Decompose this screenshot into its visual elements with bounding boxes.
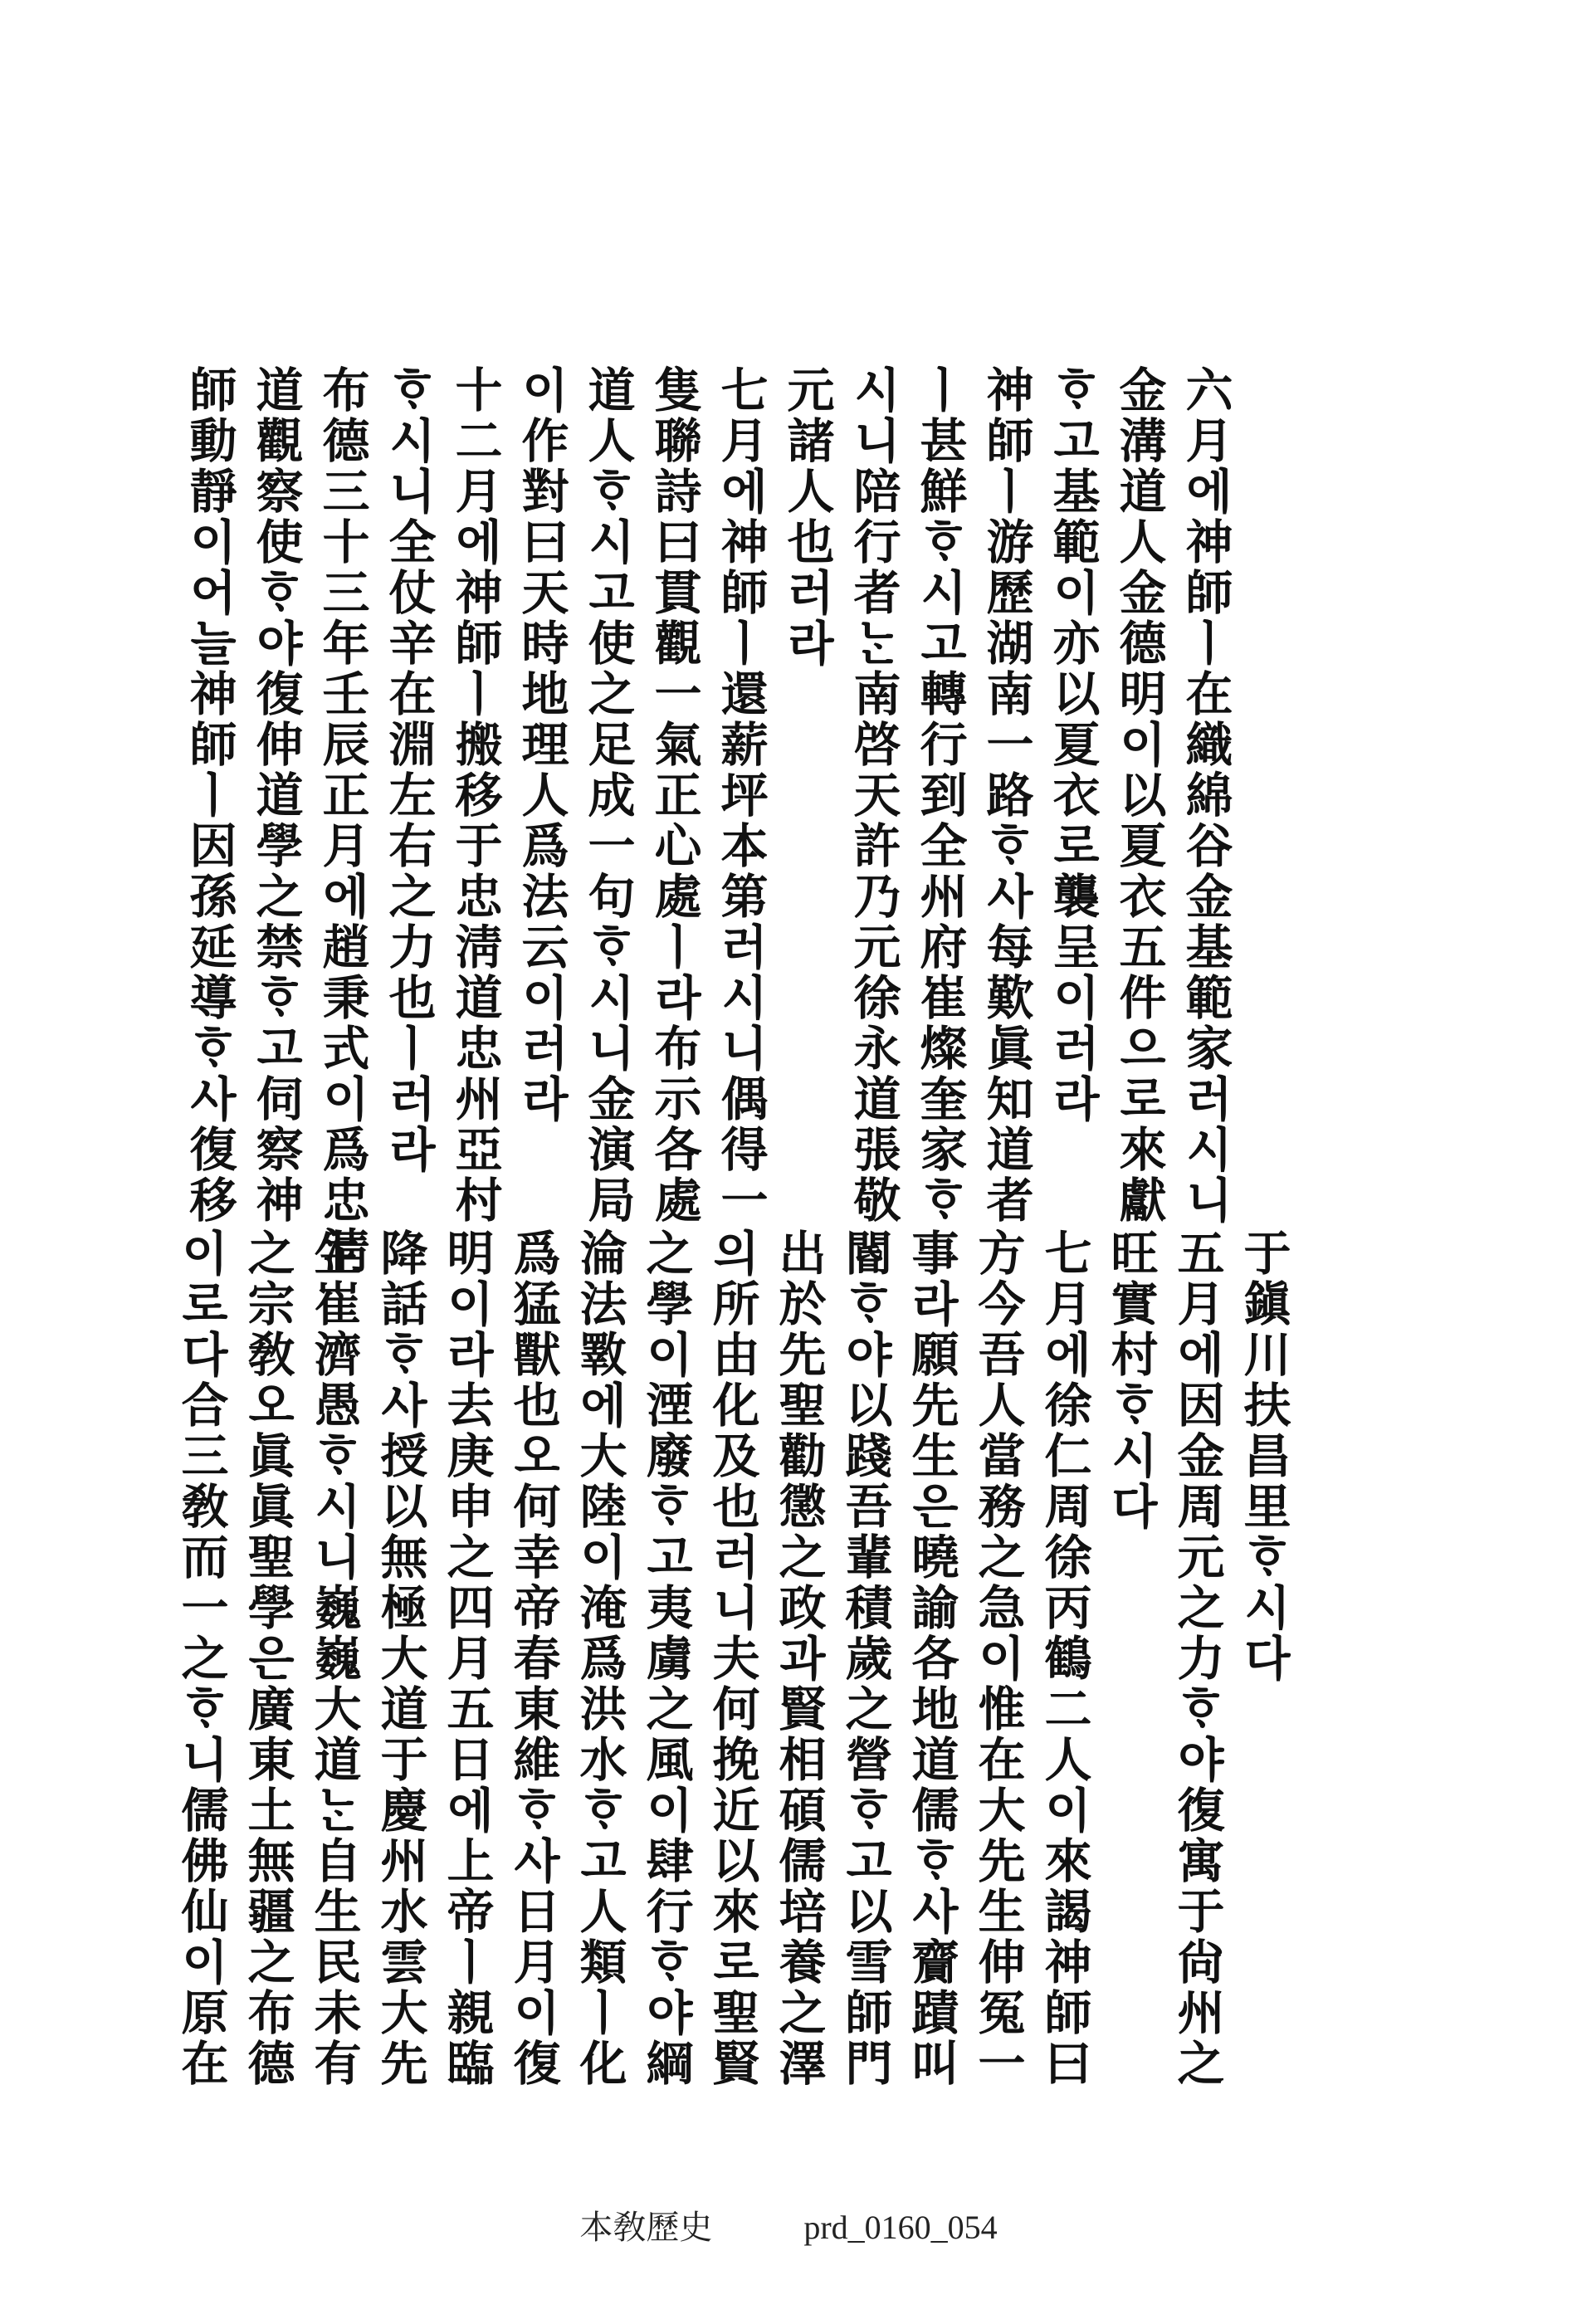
text-column: 道人ᄒᆞ시고使之足成一句ᄒᆞ시니金演局: [580, 365, 635, 1226]
text-column: 神師ㅣ游歷湖南一路ᄒᆞ사每歎眞知道者: [979, 365, 1033, 1226]
book-title: 本敎歷史: [579, 2209, 713, 2246]
text-column: 旺實村ᄒᆞ시다: [1103, 1228, 1158, 1532]
text-column: 閽ᄒᆞ야以踐吾輩積歲之營ᄒᆞ고以雪師門: [837, 1228, 892, 2089]
page-code: prd_0160_054: [803, 2209, 998, 2246]
text-column: 七月에徐仁周徐丙鶴二人이來謁神師曰: [1037, 1228, 1091, 2089]
page-footer: [0, 2201, 1577, 2248]
text-column: 事라願先生은曉諭各地道儒ᄒᆞ사齎蹟叫: [904, 1228, 959, 2089]
text-column: 師動靜이어늘神師ㅣ因孫延導ᄒᆞ사復移: [182, 365, 237, 1226]
text-column: 의所由化及也러니夫何挽近以來로聖賢: [705, 1228, 759, 2089]
text-column: 金溝道人金德明이以夏衣五件으로來獻: [1111, 365, 1166, 1226]
text-column: 이로다合三敎而一之ᄒᆞ니儒佛仙이原在: [173, 1228, 228, 2089]
text-column: 六月에神師ㅣ在織綿谷金基範家러시니: [1178, 365, 1233, 1226]
text-column: 生崔濟愚ᄒᆞ시니巍巍大道ᄂᆞᆫ自生民未有: [306, 1228, 361, 2089]
text-column: 이作對曰天時地理人爲法云이러라: [514, 365, 569, 1125]
text-column: 爲猛獸也오何幸帝春東維ᄒᆞ사日月이復: [505, 1228, 560, 2089]
text-column: ㅣ甚鮮ᄒᆞ시고轉行到全州府崔燦奎家ᄒᆞ: [912, 365, 967, 1226]
text-column: ᄒᆞ시니全仗辛在淵左右之力也ㅣ러라: [381, 365, 436, 1175]
upper-text-block: [174, 365, 1237, 1277]
text-column: 十二月에神師ㅣ搬移于忠淸道忠州亞村: [447, 365, 502, 1226]
text-column: 淪法斁에大陸이淹爲洪水ᄒᆞ고人類ㅣ化: [572, 1228, 627, 2089]
text-column: 于鎭川扶昌里ᄒᆞ시다: [1236, 1228, 1291, 1684]
text-column: ᄒᆞ고基範이亦以夏衣로襲呈이러라: [1045, 365, 1100, 1125]
text-column: 道觀察使ᄒᆞ야復伸道學之禁ᄒᆞ고伺察神: [248, 365, 303, 1226]
text-column: 明이라去庚申之四月五日에上帝ㅣ親臨: [439, 1228, 494, 2089]
text-column: 降話ᄒᆞ사授以無極大道于慶州水雲大先: [373, 1228, 427, 2089]
text-column: 出於先聖勸懲之政과賢相碩儒培養之澤: [771, 1228, 826, 2089]
text-column: 시니陪行者ᄂᆞᆫ南啓天許乃元徐永道張敬: [846, 365, 901, 1226]
text-column: 隻聯詩曰貫觀一氣正心處ㅣ라布示各處: [647, 365, 701, 1226]
text-column: 七月에神師ㅣ還薪坪本第러시니偶得一: [713, 365, 768, 1226]
lower-text-block: [166, 1228, 1295, 2089]
text-column: 之宗敎오眞眞聖學은廣東土無疆之布德: [240, 1228, 295, 2089]
text-column: 布德三十三年壬辰正月에趙秉式이爲忠淸: [315, 365, 369, 1277]
text-column: 方今吾人當務之急이惟在大先生伸冤一: [970, 1228, 1025, 2089]
text-column: 元諸人也러라: [779, 365, 834, 669]
text-column: 五月에因金周元之力ᄒᆞ야復寓于尙州之: [1169, 1228, 1224, 2089]
text-column: 之學이湮廢ᄒᆞ고夷虜之風이肆行ᄒᆞ야綱: [638, 1228, 693, 2089]
